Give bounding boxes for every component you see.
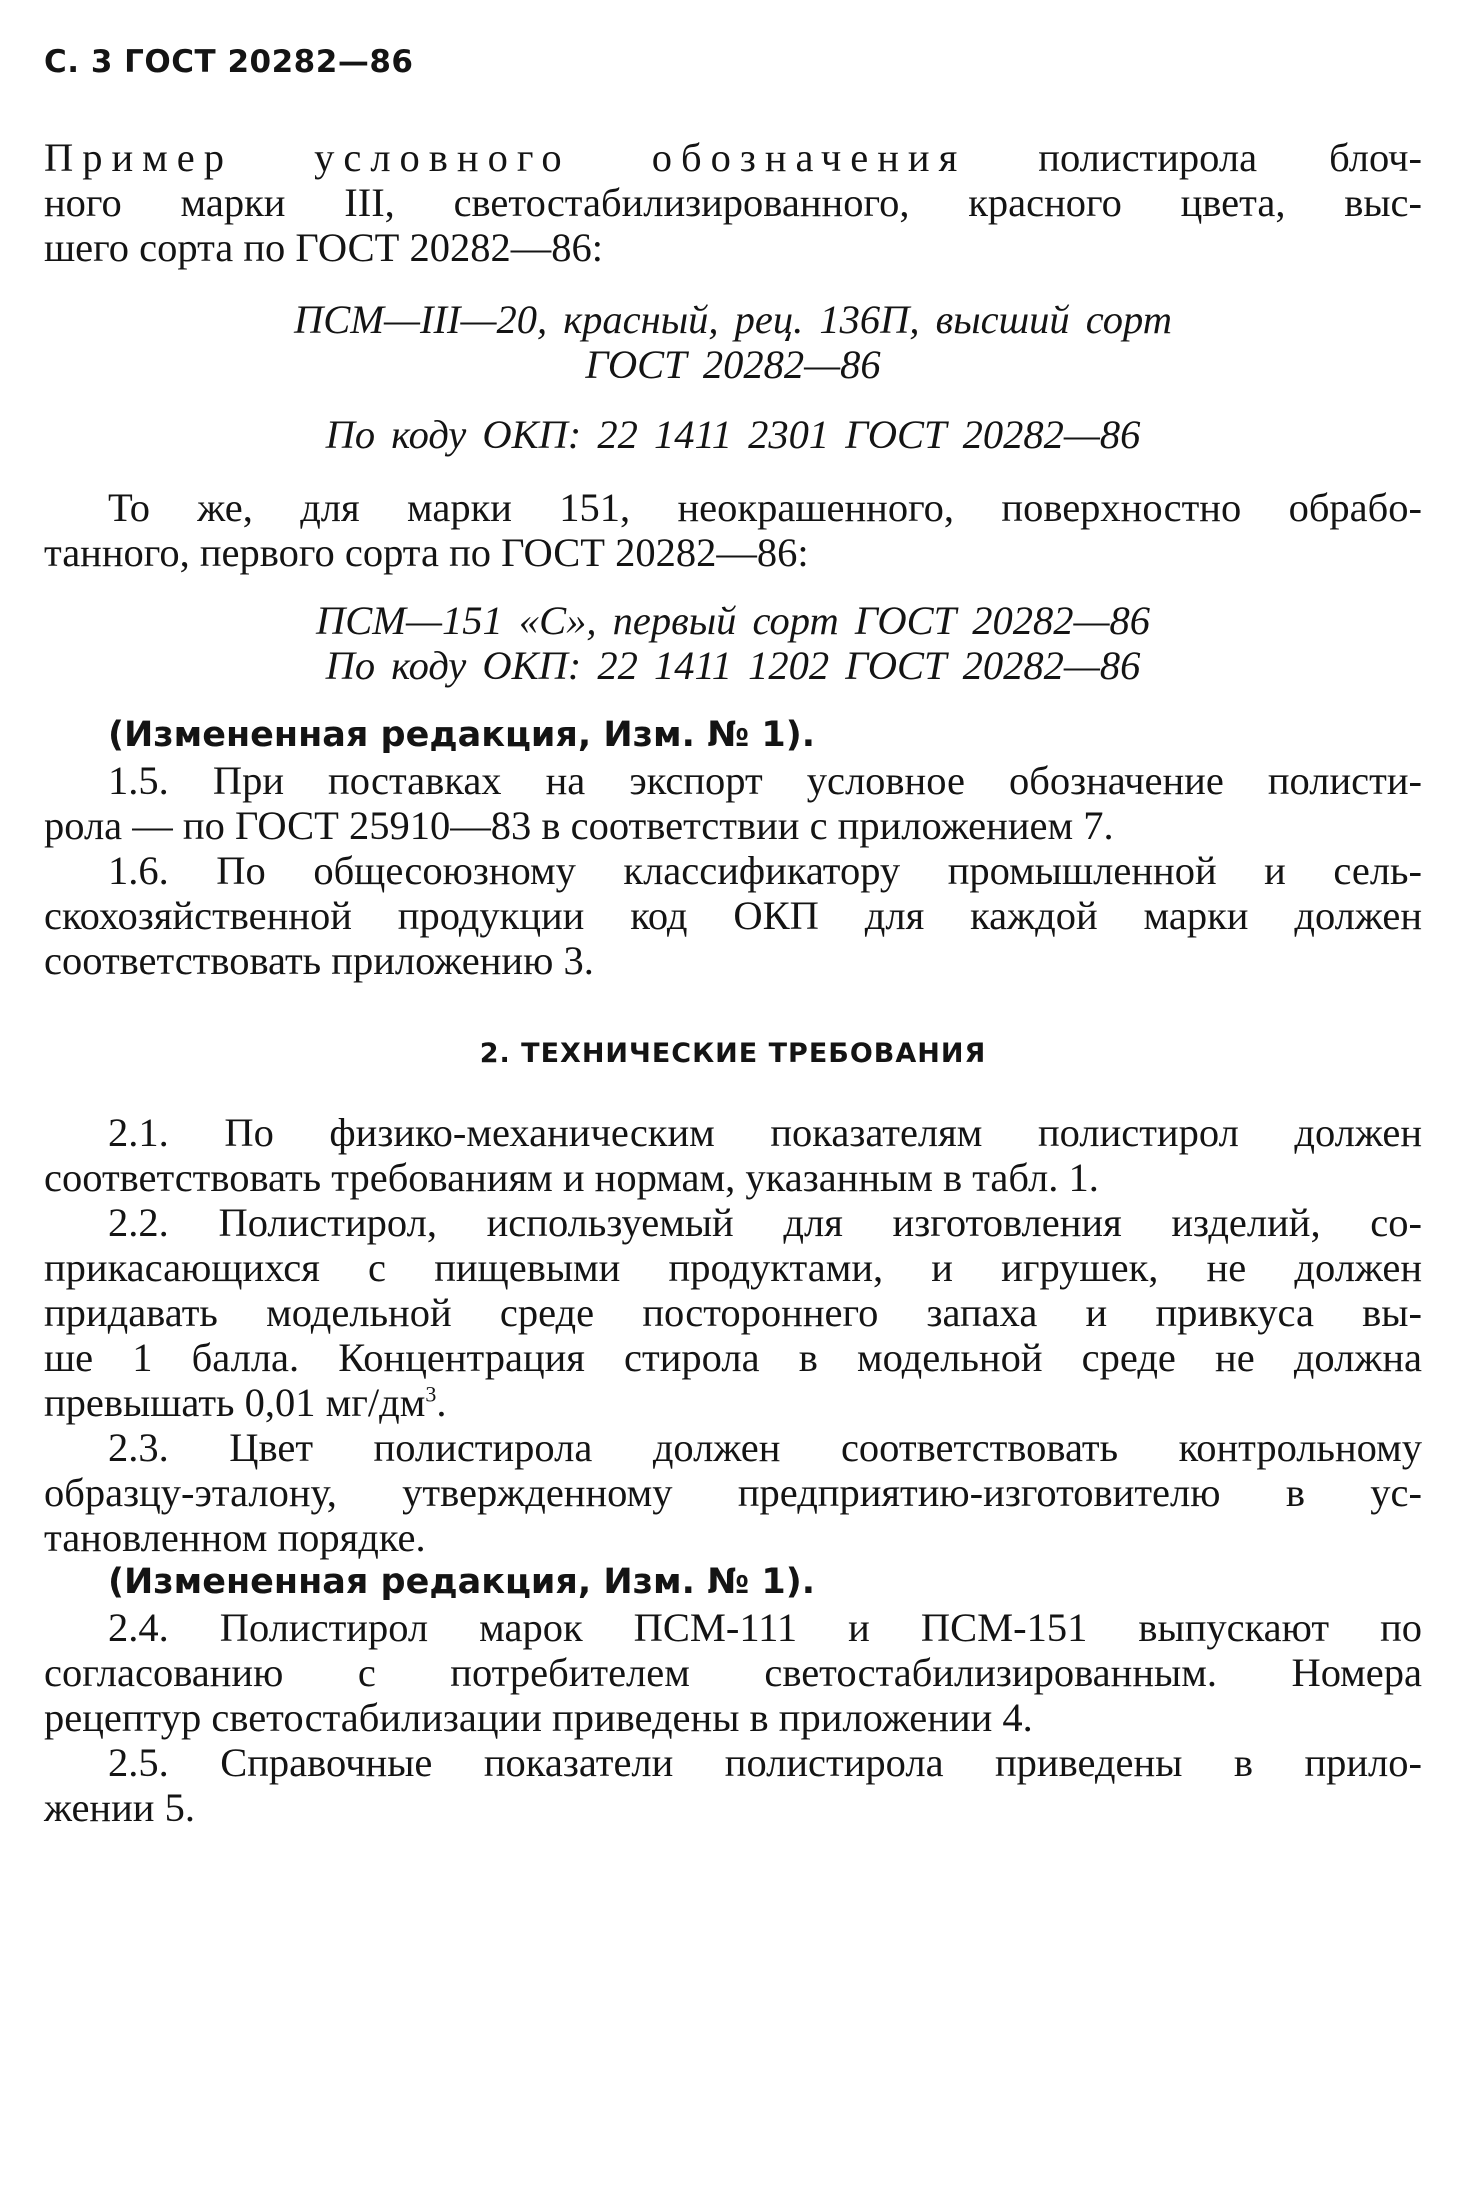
formula-2-line-1: По коду ОКП: 22 1411 2301 ГОСТ 20282—86 bbox=[325, 412, 1141, 457]
clause-1-6-line-3: соответствовать приложению 3. bbox=[44, 938, 594, 983]
clause-2-1-line-2: соответствовать требованиям и нормам, указанным в табл. 1. bbox=[44, 1155, 1099, 1200]
clause-2-1 bbox=[44, 1110, 1422, 1200]
clause-1-6-line-1: 1.6. По общесоюзному классификатору промышленной и сель- bbox=[108, 848, 1422, 893]
example-paragraph bbox=[44, 135, 1422, 270]
clause-2-3-line-1: 2.3. Цвет полистирола должен соответствовать контрольному bbox=[108, 1425, 1422, 1470]
clause-2-4-line-1: 2.4. Полистирол марок ПСМ-111 и ПСМ-151 выпускают по bbox=[108, 1605, 1422, 1650]
amended-note-2: (Измененная редакция, Изм. № 1). bbox=[108, 1562, 816, 1602]
clause-2-4-line-2: согласованию с потребителем светостабилизированным. Номера bbox=[44, 1650, 1422, 1695]
example-line-1 bbox=[44, 135, 1422, 180]
designation-formula-1 bbox=[0, 297, 1466, 387]
designation-formula-2 bbox=[0, 598, 1466, 688]
same-for-paragraph bbox=[44, 485, 1422, 575]
example-line-2: ного марки III, светостабилизированного, красного цвета, выс- bbox=[44, 180, 1422, 225]
clause-2-2-line-3: придавать модельной среде постороннего запаха и привкуса вы- bbox=[44, 1290, 1422, 1335]
formula-3-line-1: ПСМ—151 «С», первый сорт ГОСТ 20282—86 bbox=[316, 598, 1150, 643]
clause-1-5-line-2: рола — по ГОСТ 25910—83 в соответствии с приложением 7. bbox=[44, 803, 1114, 848]
superscript-3: 3 bbox=[425, 1381, 437, 1407]
page-header: С. 3 ГОСТ 20282—86 bbox=[44, 44, 414, 80]
clause-2-1-line-1: 2.1. По физико-механическим показателям полистирол должен bbox=[108, 1110, 1422, 1155]
clause-2-4 bbox=[44, 1605, 1422, 1740]
okp-code-formula-1 bbox=[0, 412, 1466, 457]
clause-1-5-line-1: 1.5. При поставках на экспорт условное обозначение полисти- bbox=[108, 758, 1422, 803]
clause-1-6-line-2: скохозяйственной продукции код ОКП для каждой марки должен bbox=[44, 893, 1422, 938]
clause-2-3 bbox=[44, 1425, 1422, 1560]
clause-1-5 bbox=[44, 758, 1422, 848]
clause-2-2-line-5-text: превышать 0,01 мг/дм bbox=[44, 1380, 426, 1425]
clause-2-3-line-2: образцу-эталону, утвержденному предприятию-изготовителю в ус- bbox=[44, 1470, 1422, 1515]
clause-2-2-line-4: ше 1 балла. Концентрация стирола в модельной среде не должна bbox=[44, 1335, 1422, 1380]
same-for-line-2: танного, первого сорта по ГОСТ 20282—86: bbox=[44, 530, 809, 575]
clause-1-6 bbox=[44, 848, 1422, 983]
clause-2-4-line-3: рецептур светостабилизации приведены в приложении 4. bbox=[44, 1695, 1033, 1740]
clause-2-2-line-2: прикасающихся с пищевыми продуктами, и игрушек, не должен bbox=[44, 1245, 1422, 1290]
formula-1-line-2: ГОСТ 20282—86 bbox=[585, 342, 881, 387]
clause-2-2-line-5-end: . bbox=[436, 1380, 447, 1425]
clause-2-5-line-1: 2.5. Справочные показатели полистирола приведены в прило- bbox=[108, 1740, 1422, 1785]
clause-2-2-line-5 bbox=[44, 1380, 1422, 1425]
clause-2-2 bbox=[44, 1200, 1422, 1425]
clause-2-3-line-3: тановленном порядке. bbox=[44, 1515, 426, 1560]
example-lead-spaced: Пример условного обозначения bbox=[44, 135, 967, 180]
same-for-line-1: То же, для марки 151, неокрашенного, поверхностно обрабо- bbox=[108, 485, 1422, 530]
clause-2-5 bbox=[44, 1740, 1422, 1830]
section-2-title: 2. ТЕХНИЧЕСКИЕ ТРЕБОВАНИЯ bbox=[479, 1038, 987, 1069]
clause-2-2-line-1: 2.2. Полистирол, используемый для изготовления изделий, со- bbox=[108, 1200, 1422, 1245]
formula-1-line-1: ПСМ—III—20, красный, рец. 136П, высший сорт bbox=[293, 297, 1172, 342]
example-lead-rest: полистирола блоч- bbox=[966, 135, 1422, 180]
amended-note-1: (Измененная редакция, Изм. № 1). bbox=[108, 715, 816, 755]
clause-2-5-line-2: жении 5. bbox=[44, 1785, 195, 1830]
formula-3-line-2: По коду ОКП: 22 1411 1202 ГОСТ 20282—86 bbox=[325, 643, 1141, 688]
example-line-3: шего сорта по ГОСТ 20282—86: bbox=[44, 225, 603, 270]
